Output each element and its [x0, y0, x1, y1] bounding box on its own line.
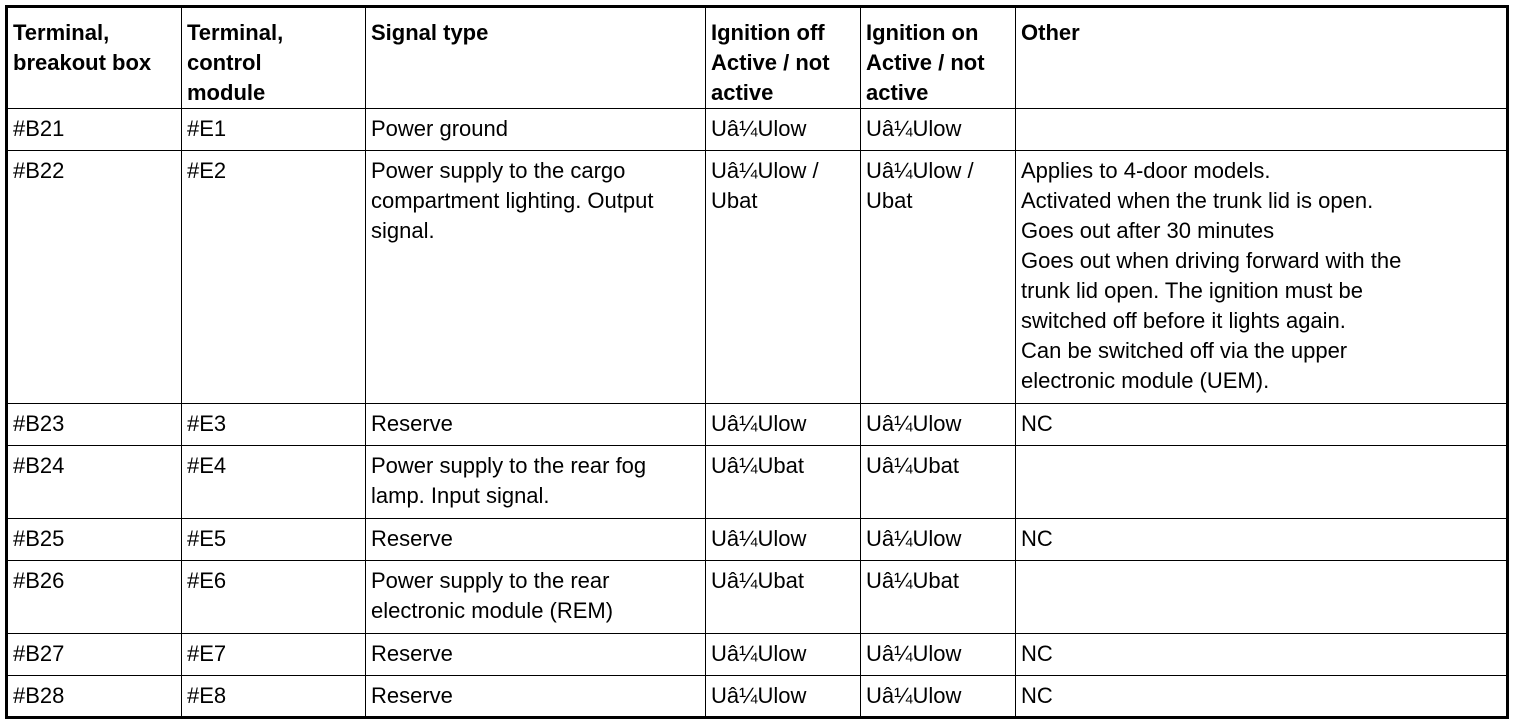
header-ignition-off: Ignition off Active / not active	[706, 7, 861, 109]
header-signal-type: Signal type	[366, 7, 706, 109]
cell-other: NC	[1016, 634, 1508, 676]
cell-ignition-on: Uâ¼Ulow	[861, 676, 1016, 718]
cell-other	[1016, 446, 1508, 519]
cell-ignition-on: Uâ¼Ubat	[861, 446, 1016, 519]
cell-signal-type: Power ground	[366, 109, 706, 151]
cell-signal-type: Power supply to the rear electronic module (REM)	[366, 561, 706, 634]
cell-ignition-off: Uâ¼Ubat	[706, 446, 861, 519]
cell-module-terminal: #E2	[182, 151, 366, 404]
cell-module-terminal: #E4	[182, 446, 366, 519]
table-row	[7, 634, 1508, 676]
cell-ignition-off: Uâ¼Ulow	[706, 109, 861, 151]
cell-other: NC	[1016, 676, 1508, 718]
cell-signal-type: Reserve	[366, 404, 706, 446]
cell-ignition-on: Uâ¼Ulow	[861, 404, 1016, 446]
cell-breakout-terminal: #B24	[7, 446, 182, 519]
cell-breakout-terminal: #B22	[7, 151, 182, 404]
cell-breakout-terminal: #B28	[7, 676, 182, 718]
cell-other: Applies to 4-door models. Activated when the trunk lid is open. Goes out after 30 minutes Goes out when driving forward with the trunk lid open. The ignition must be switched off before it lights again. Can be switched off via the upper electronic module (UEM).	[1016, 151, 1508, 404]
table-row	[7, 404, 1508, 446]
cell-ignition-on: Uâ¼Ulow	[861, 109, 1016, 151]
table-row	[7, 151, 1508, 404]
cell-other	[1016, 109, 1508, 151]
table-row	[7, 519, 1508, 561]
table-row	[7, 109, 1508, 151]
cell-ignition-on: Uâ¼Ulow / Ubat	[861, 151, 1016, 404]
cell-ignition-off: Uâ¼Ulow / Ubat	[706, 151, 861, 404]
terminal-signal-table	[5, 5, 1509, 719]
cell-signal-type: Reserve	[366, 634, 706, 676]
cell-breakout-terminal: #B23	[7, 404, 182, 446]
cell-module-terminal: #E5	[182, 519, 366, 561]
header-ignition-on: Ignition on Active / not active	[861, 7, 1016, 109]
cell-ignition-off: Uâ¼Ulow	[706, 676, 861, 718]
cell-ignition-on: Uâ¼Ulow	[861, 519, 1016, 561]
table-header-row	[7, 7, 1508, 109]
header-terminal-control-module: Terminal, control module	[182, 7, 366, 109]
cell-signal-type: Reserve	[366, 519, 706, 561]
cell-other	[1016, 561, 1508, 634]
cell-ignition-off: Uâ¼Ulow	[706, 404, 861, 446]
cell-breakout-terminal: #B27	[7, 634, 182, 676]
cell-module-terminal: #E7	[182, 634, 366, 676]
cell-other: NC	[1016, 404, 1508, 446]
cell-ignition-on: Uâ¼Ulow	[861, 634, 1016, 676]
cell-module-terminal: #E1	[182, 109, 366, 151]
cell-signal-type: Power supply to the cargo compartment lighting. Output signal.	[366, 151, 706, 404]
cell-module-terminal: #E8	[182, 676, 366, 718]
cell-breakout-terminal: #B25	[7, 519, 182, 561]
cell-ignition-off: Uâ¼Ubat	[706, 561, 861, 634]
cell-breakout-terminal: #B26	[7, 561, 182, 634]
table-row	[7, 676, 1508, 718]
table-row	[7, 446, 1508, 519]
cell-breakout-terminal: #B21	[7, 109, 182, 151]
cell-ignition-off: Uâ¼Ulow	[706, 634, 861, 676]
cell-ignition-off: Uâ¼Ulow	[706, 519, 861, 561]
header-terminal-breakout-box: Terminal, breakout box	[7, 7, 182, 109]
cell-other: NC	[1016, 519, 1508, 561]
table-row	[7, 561, 1508, 634]
cell-module-terminal: #E3	[182, 404, 366, 446]
cell-signal-type: Reserve	[366, 676, 706, 718]
header-other: Other	[1016, 7, 1508, 109]
cell-ignition-on: Uâ¼Ubat	[861, 561, 1016, 634]
cell-module-terminal: #E6	[182, 561, 366, 634]
cell-signal-type: Power supply to the rear fog lamp. Input signal.	[366, 446, 706, 519]
